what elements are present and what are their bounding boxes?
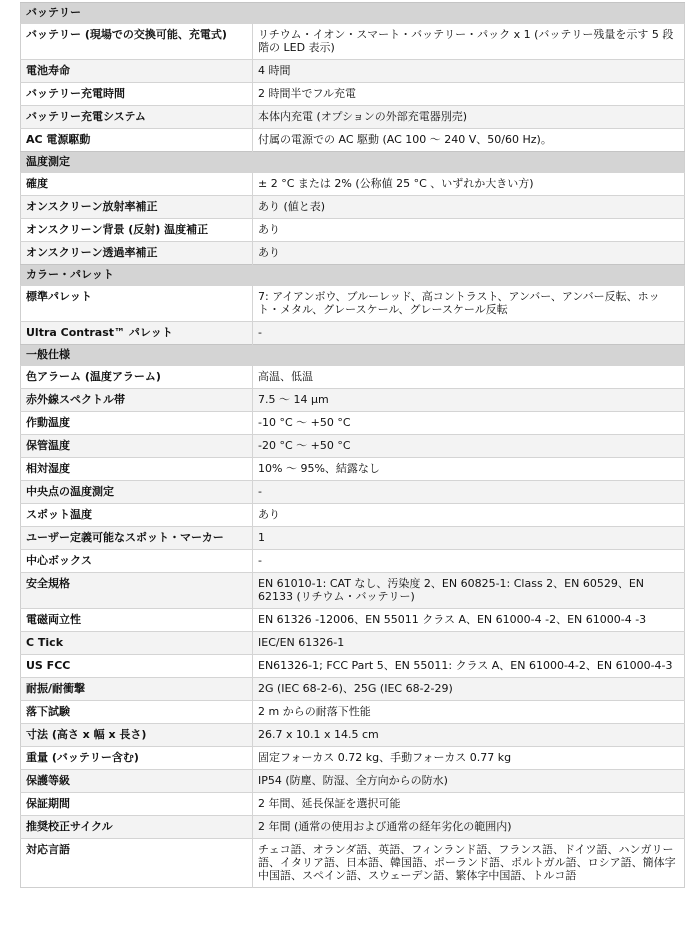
spec-label: バッテリー充電時間 xyxy=(21,83,253,106)
spec-label: 中心ボックス xyxy=(21,550,253,573)
spec-value: EN 61326 -12006、EN 55011 クラス A、EN 61000-4 -2、EN 61000-4 -3 xyxy=(253,609,685,632)
spec-row xyxy=(21,24,685,60)
spec-row xyxy=(21,481,685,504)
spec-label: 電池寿命 xyxy=(21,60,253,83)
section-title: バッテリー xyxy=(21,3,685,24)
spec-value: あり (値と表) xyxy=(253,196,685,219)
spec-row xyxy=(21,609,685,632)
spec-value: 2 m からの耐落下性能 xyxy=(253,701,685,724)
spec-row xyxy=(21,632,685,655)
spec-value: 26.7 x 10.1 x 14.5 cm xyxy=(253,724,685,747)
spec-label: 重量 (バッテリー含む) xyxy=(21,747,253,770)
spec-row xyxy=(21,366,685,389)
section-header xyxy=(21,265,685,286)
spec-label: 保護等級 xyxy=(21,770,253,793)
spec-value: 2 年間、延長保証を選択可能 xyxy=(253,793,685,816)
spec-row xyxy=(21,196,685,219)
spec-value: チェコ語、オランダ語、英語、フィンランド語、フランス語、ドイツ語、ハンガリー語、イタリア語、日本語、韓国語、ポーランド語、ポルトガル語、ロシア語、簡体字中国語、スペイン語、スウェーデン語、繁体字中国語、トルコ語 xyxy=(253,839,685,888)
spec-value: あり xyxy=(253,504,685,527)
section-title: 一般仕様 xyxy=(21,345,685,366)
spec-value: 1 xyxy=(253,527,685,550)
spec-label: 寸法 (高さ x 幅 x 長さ) xyxy=(21,724,253,747)
spec-value: EN61326-1; FCC Part 5、EN 55011: クラス A、EN 61000-4-2、EN 61000-4-3 xyxy=(253,655,685,678)
spec-row xyxy=(21,83,685,106)
spec-row xyxy=(21,747,685,770)
spec-label: 対応言語 xyxy=(21,839,253,888)
spec-row xyxy=(21,655,685,678)
spec-row xyxy=(21,573,685,609)
spec-label: オンスクリーン放射率補正 xyxy=(21,196,253,219)
spec-row xyxy=(21,793,685,816)
spec-label: 安全規格 xyxy=(21,573,253,609)
spec-label: 相対湿度 xyxy=(21,458,253,481)
spec-row xyxy=(21,527,685,550)
spec-row xyxy=(21,839,685,888)
section-title: カラー・パレット xyxy=(21,265,685,286)
spec-label: 落下試験 xyxy=(21,701,253,724)
spec-value: EN 61010-1: CAT なし、汚染度 2、EN 60825-1: Class 2、EN 60529、EN 62133 (リチウム・バッテリー) xyxy=(253,573,685,609)
spec-row xyxy=(21,816,685,839)
spec-row xyxy=(21,286,685,322)
spec-row xyxy=(21,550,685,573)
spec-label: US FCC xyxy=(21,655,253,678)
section-header xyxy=(21,345,685,366)
spec-label: 保管温度 xyxy=(21,435,253,458)
spec-label: 赤外線スペクトル帯 xyxy=(21,389,253,412)
spec-value: - xyxy=(253,550,685,573)
spec-label: C Tick xyxy=(21,632,253,655)
spec-row xyxy=(21,389,685,412)
spec-row xyxy=(21,504,685,527)
spec-value: IEC/EN 61326-1 xyxy=(253,632,685,655)
spec-value: 7: アイアンボウ、ブルーレッド、高コントラスト、アンバー、アンバー反転、ホット・メタル、グレースケール、グレースケール反転 xyxy=(253,286,685,322)
section-header xyxy=(21,152,685,173)
spec-value: 高温、低温 xyxy=(253,366,685,389)
spec-row xyxy=(21,106,685,129)
spec-value: あり xyxy=(253,242,685,265)
spec-table xyxy=(20,2,685,888)
spec-label: 色アラーム (温度アラーム) xyxy=(21,366,253,389)
spec-label: オンスクリーン透過率補正 xyxy=(21,242,253,265)
spec-label: 推奨校正サイクル xyxy=(21,816,253,839)
spec-value: 付属の電源での AC 駆動 (AC 100 〜 240 V、50/60 Hz)。 xyxy=(253,129,685,152)
spec-value: ± 2 °C または 2% (公称値 25 °C 、いずれか大きい方) xyxy=(253,173,685,196)
spec-label: バッテリー (現場での交換可能、充電式) xyxy=(21,24,253,60)
spec-value: -10 °C 〜 +50 °C xyxy=(253,412,685,435)
spec-row xyxy=(21,173,685,196)
spec-row xyxy=(21,701,685,724)
spec-row xyxy=(21,412,685,435)
spec-row xyxy=(21,435,685,458)
spec-row xyxy=(21,724,685,747)
spec-table-body xyxy=(21,3,685,888)
spec-row xyxy=(21,770,685,793)
spec-row xyxy=(21,322,685,345)
spec-value: あり xyxy=(253,219,685,242)
spec-label: 標準パレット xyxy=(21,286,253,322)
spec-label: 耐振/耐衝撃 xyxy=(21,678,253,701)
spec-label: 作動温度 xyxy=(21,412,253,435)
spec-value: 10% 〜 95%、結露なし xyxy=(253,458,685,481)
spec-label: 電磁両立性 xyxy=(21,609,253,632)
spec-row xyxy=(21,678,685,701)
spec-label: Ultra Contrast™ パレット xyxy=(21,322,253,345)
section-header xyxy=(21,3,685,24)
spec-value: - xyxy=(253,481,685,504)
spec-label: オンスクリーン背景 (反射) 温度補正 xyxy=(21,219,253,242)
spec-row xyxy=(21,219,685,242)
section-title: 温度測定 xyxy=(21,152,685,173)
spec-row xyxy=(21,242,685,265)
spec-value: 2 年間 (通常の使用および通常の経年劣化の範囲内) xyxy=(253,816,685,839)
spec-value: 2G (IEC 68-2-6)、25G (IEC 68-2-29) xyxy=(253,678,685,701)
spec-value: リチウム・イオン・スマート・バッテリー・パック x 1 (バッテリー残量を示す 5 段階の LED 表示) xyxy=(253,24,685,60)
spec-label: 中央点の温度測定 xyxy=(21,481,253,504)
spec-value: 本体内充電 (オプションの外部充電器別売) xyxy=(253,106,685,129)
spec-label: AC 電源駆動 xyxy=(21,129,253,152)
spec-label: スポット温度 xyxy=(21,504,253,527)
spec-value: 固定フォーカス 0.72 kg、手動フォーカス 0.77 kg xyxy=(253,747,685,770)
spec-value: 2 時間半でフル充電 xyxy=(253,83,685,106)
spec-value: 7.5 〜 14 μm xyxy=(253,389,685,412)
spec-label: 確度 xyxy=(21,173,253,196)
spec-value: - xyxy=(253,322,685,345)
spec-value: IP54 (防塵、防湿、全方向からの防水) xyxy=(253,770,685,793)
spec-label: ユーザー定義可能なスポット・マーカー xyxy=(21,527,253,550)
spec-row xyxy=(21,60,685,83)
spec-label: 保証期間 xyxy=(21,793,253,816)
spec-label: バッテリー充電システム xyxy=(21,106,253,129)
spec-value: -20 °C 〜 +50 °C xyxy=(253,435,685,458)
spec-row xyxy=(21,129,685,152)
spec-value: 4 時間 xyxy=(253,60,685,83)
spec-row xyxy=(21,458,685,481)
